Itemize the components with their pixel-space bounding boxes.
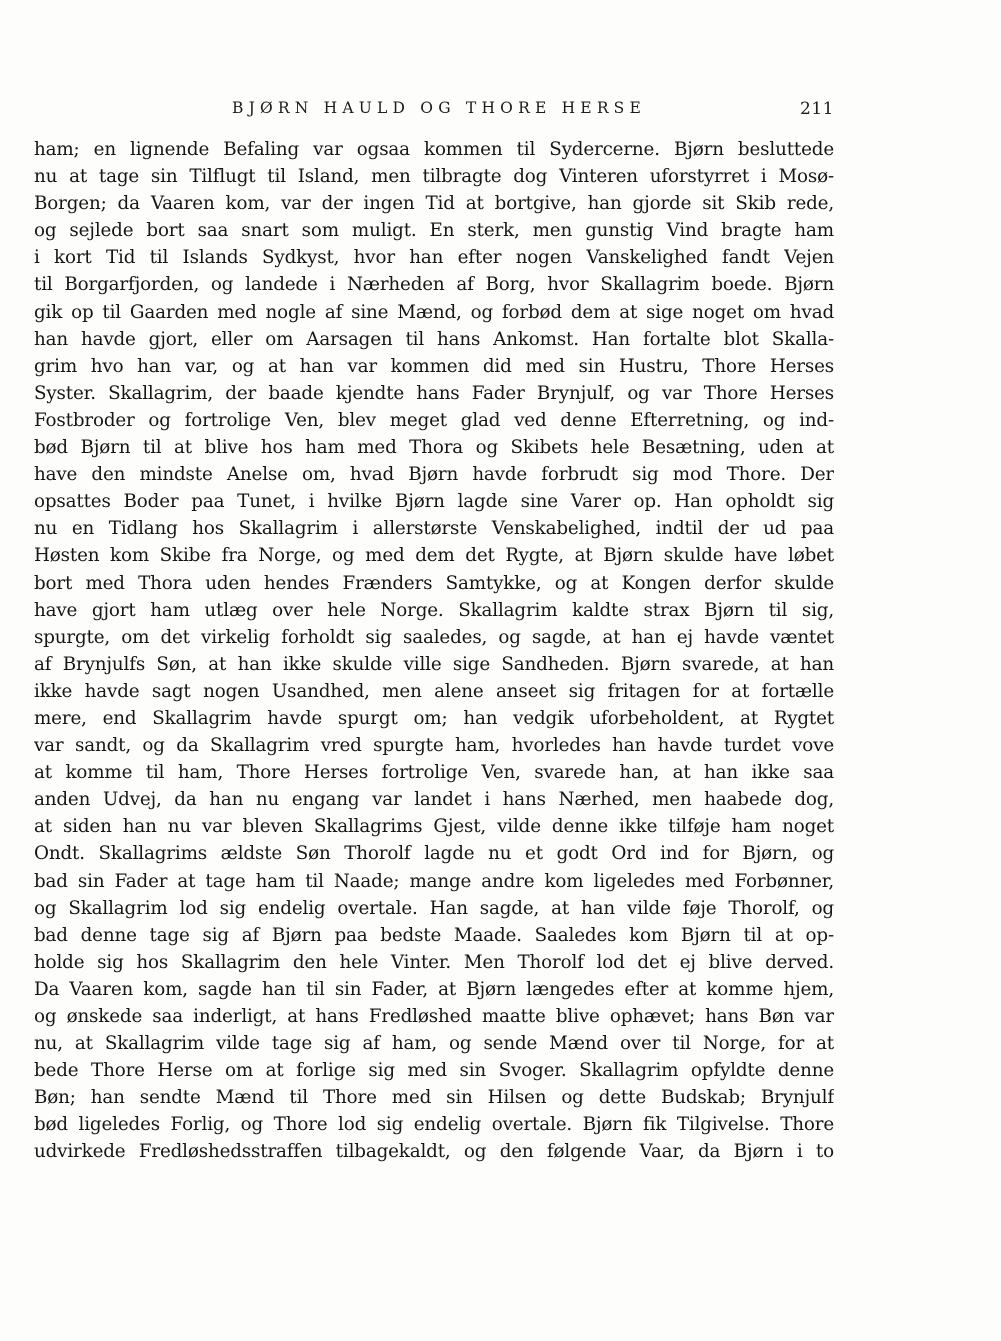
text-line: ham; en lignende Befaling var ogsaa kommen til Sydercerne. Bjørn besluttede: [34, 139, 834, 160]
text-line: til Borgarfjorden, og landede i Nærheden af Borg, hvor Skallagrim boede. Bjørn: [34, 274, 834, 296]
text-line: i kort Tid til Islands Sydkyst, hvor han efter nogen Vanskelighed fandt Vejen: [34, 247, 834, 269]
text-line: bad sin Fader at tage ham til Naade; mange andre kom ligeledes med Forbønner,: [34, 870, 834, 892]
text-line: var sandt, og da Skallagrim vred spurgte ham, hvorledes han havde turdet vove: [34, 735, 834, 757]
text-line: og Skallagrim lod sig endelig overtale. Han sagde, at han vilde føje Thorolf, og: [34, 897, 834, 919]
text-line: have den mindste Anelse om, hvad Bjørn havde forbrudt sig mod Thore. Der: [34, 464, 834, 486]
text-line: at siden han nu var bleven Skallagrims Gjest, vilde denne ikke tilføje ham noget: [34, 816, 834, 838]
text-line: opsattes Boder paa Tunet, i hvilke Bjørn lagde sine Varer op. Han opholdt sig: [34, 491, 834, 513]
text-line: nu en Tidlang hos Skallagrim i allerstørste Venskabelighed, indtil der ud paa: [34, 518, 834, 540]
text-line: bad denne tage sig af Bjørn paa bedste Maade. Saaledes kom Bjørn til at op-: [34, 924, 834, 946]
text-line: Da Vaaren kom, sagde han til sin Fader, at Bjørn længedes efter at komme hjem,: [34, 978, 834, 1000]
text-line: mere, end Skallagrim havde spurgt om; han vedgik uforbeholdent, at Rygtet: [34, 707, 834, 729]
page-number: 211: [800, 99, 834, 119]
text-line: grim hvo han var, og at han var kommen did med sin Hustru, Thore Herses: [34, 355, 834, 377]
text-line: bede Thore Herse om at forlige sig med sin Svoger. Skallagrim opfyldte denne: [34, 1060, 834, 1082]
running-title: BJØRN HAULD OG THORE HERSE: [232, 99, 647, 117]
text-line: af Brynjulfs Søn, at han ikke skulde ville sige Sandheden. Bjørn svarede, at han: [34, 653, 834, 675]
text-line: have gjort ham utlæg over hele Norge. Skallagrim kaldte strax Bjørn til sig,: [34, 599, 834, 621]
text-line: og sejlede bort saa snart som muligt. En sterk, men gunstig Vind bragte ham: [34, 220, 834, 242]
text-line: nu, at Skallagrim vilde tage sig af ham, og sende Mænd over til Norge, for at: [34, 1033, 834, 1055]
text-line: han havde gjort, eller om Aarsagen til hans Ankomst. Han fortalte blot Skalla-: [34, 328, 834, 350]
text-line: udvirkede Fredløshedsstraffen tilbagekaldt, og den følgende Vaar, da Bjørn i to: [34, 1141, 834, 1163]
text-line: nu at tage sin Tilflugt til Island, men tilbragte dog Vinteren uforstyrret i Mosø-: [34, 166, 834, 188]
text-line: Fostbroder og fortrolige Ven, blev meget glad ved denne Efterretning, og ind-: [34, 409, 834, 431]
text-line: Ondt. Skallagrims ældste Søn Thorolf lagde nu et godt Ord ind for Bjørn, og: [34, 843, 834, 865]
body-text: [34, 136, 834, 1166]
text-line: at komme til ham, Thore Herses fortrolige Ven, svarede han, at han ikke saa: [34, 762, 834, 784]
text-line: bød ligeledes Forlig, og Thore lod sig endelig overtale. Bjørn fik Tilgivelse. Thore: [34, 1114, 834, 1136]
text-line: bød Bjørn til at blive hos ham med Thora og Skibets hele Besætning, uden at: [34, 437, 834, 459]
text-line: Bøn; han sendte Mænd til Thore med sin Hilsen og dette Budskab; Brynjulf: [34, 1087, 834, 1109]
text-line: anden Udvej, da han nu engang var landet i hans Nærhed, men haabede dog,: [34, 789, 834, 811]
text-line: Syster. Skallagrim, der baade kjendte hans Fader Brynjulf, og var Thore Herses: [34, 382, 834, 404]
text-line: holde sig hos Skallagrim den hele Vinter. Men Thorolf lod det ej blive derved.: [34, 951, 834, 973]
text-line: ikke havde sagt nogen Usandhed, men alene anseet sig fritagen for at fortælle: [34, 680, 834, 702]
text-line: bort med Thora uden hendes Frænders Samtykke, og at Kongen derfor skulde: [34, 572, 834, 594]
page-header: [34, 99, 834, 125]
text-line: gik op til Gaarden med nogle af sine Mænd, og forbød dem at sige noget om hvad: [34, 301, 834, 323]
text-line: og ønskede saa inderligt, at hans Fredløshed maatte blive ophævet; hans Bøn var: [34, 1006, 834, 1027]
text-line: spurgte, om det virkelig forholdt sig saaledes, og sagde, at han ej havde væntet: [34, 626, 834, 648]
text-line: Borgen; da Vaaren kom, var der ingen Tid at bortgive, han gjorde sit Skib rede,: [34, 193, 834, 215]
text-line: Høsten kom Skibe fra Norge, og med dem det Rygte, at Bjørn skulde have løbet: [34, 545, 834, 567]
